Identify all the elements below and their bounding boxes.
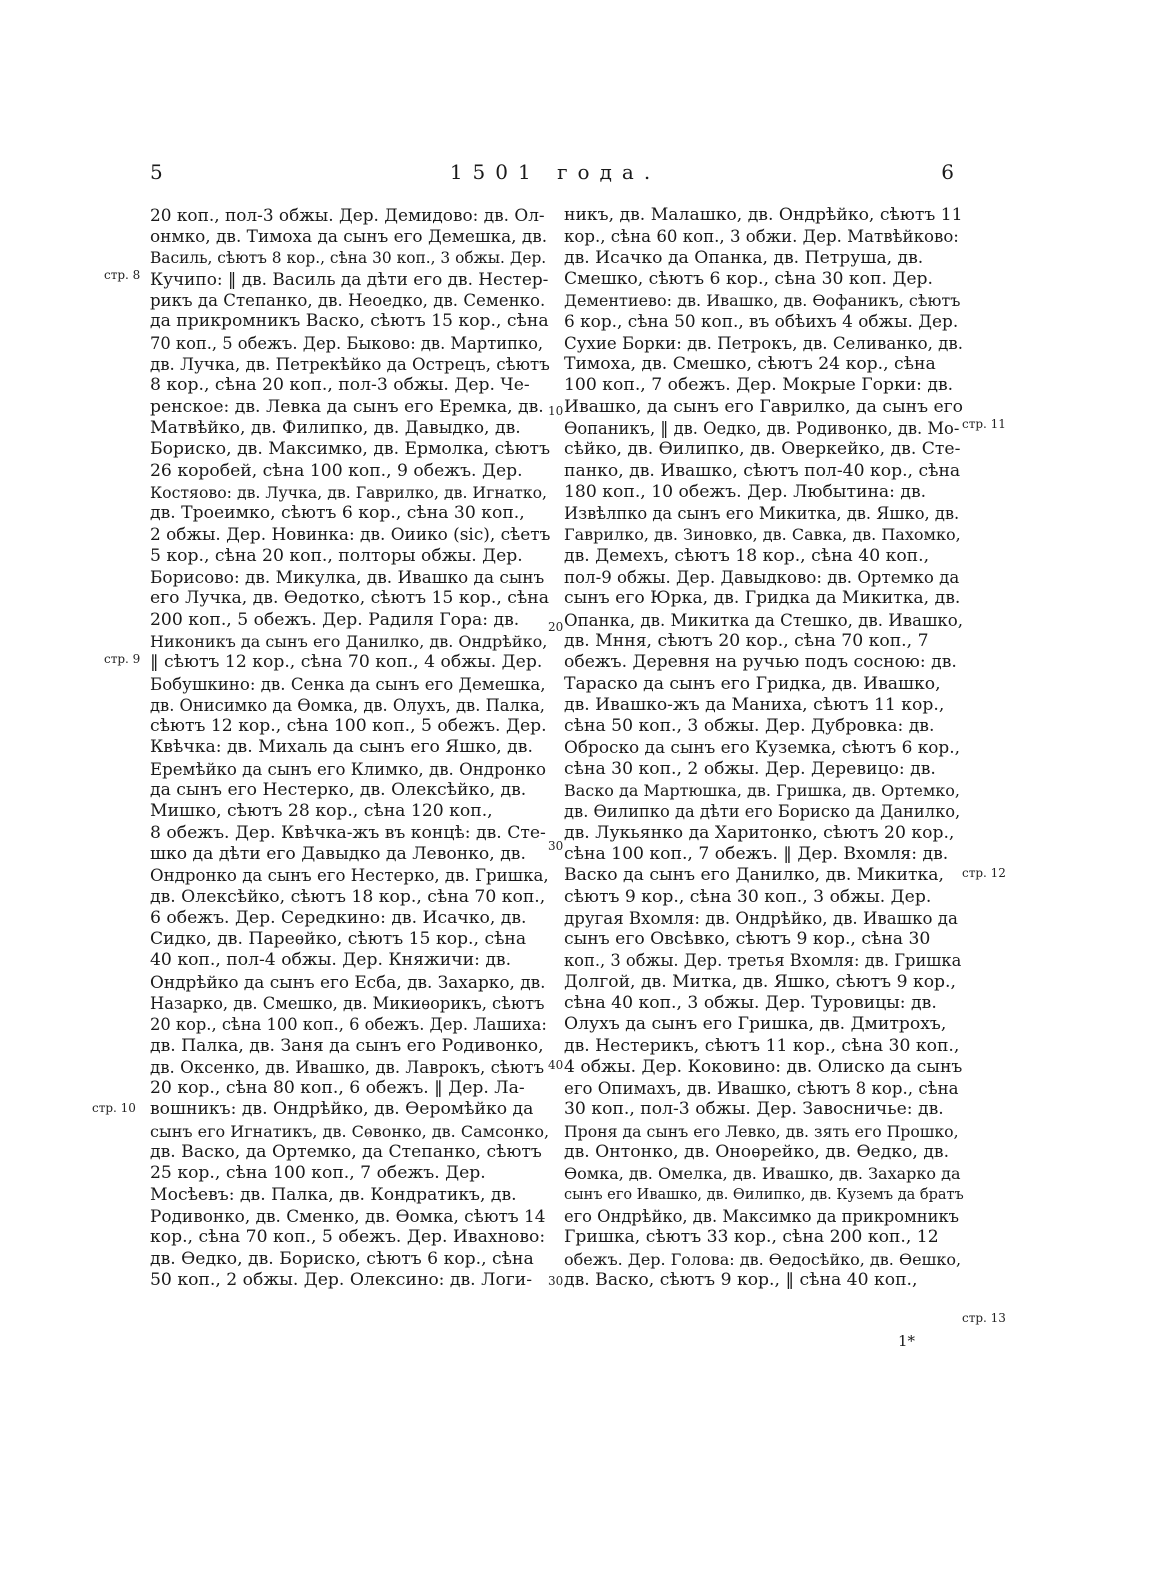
text-line: 2 обжы. Дер. Новинка: дв. Оиико (sic), сѣетъ — [150, 524, 550, 545]
text-line: Назарко, дв. Смешко, дв. Микиѳорикъ, сѣютъ — [150, 993, 545, 1013]
text-line: обежъ. Дер. Голова: дв. Өедосѣйко, дв. Өешко, — [564, 1249, 962, 1269]
text-line: Олухъ да сынъ его Гришка, дв. Дмитрохъ, — [564, 1014, 947, 1035]
text-line: дв. Ивашко-жъ да Маниха, сѣютъ 11 кор., — [564, 694, 945, 715]
text-line: Кучипо: ‖ дв. Василь да дѣти его дв. Нестер- — [150, 268, 549, 289]
text-line: 20 коп., пол-3 обжы. Дер. Демидово: дв. Ол- — [150, 205, 545, 225]
text-line: дв. Өилипко да дѣти его Бориско да Данилко, — [564, 802, 961, 822]
text-line: 20 кор., сѣна 80 коп., 6 обежъ. ‖ Дер. Ла- — [150, 1078, 525, 1099]
text-line: сѣна 40 коп., 3 обжы. Дер. Туровицы: дв. — [564, 992, 937, 1013]
text-line: Смешко, сѣютъ 6 кор., сѣна 30 коп. Дер. — [564, 268, 934, 289]
text-line: 8 обежъ. Дер. Квѣчка-жъ въ концѣ: дв. Сте- — [150, 822, 546, 843]
text-line: дв. Нестерикъ, сѣютъ 11 кор., сѣна 30 коп., — [564, 1035, 960, 1056]
text-line: Тараско да сынъ его Гридка, дв. Ивашко, — [564, 673, 941, 694]
margin-page-ref: стр. 12 — [962, 866, 1006, 880]
text-line: дв. Демехъ, сѣютъ 18 кор., сѣна 40 коп., — [564, 545, 930, 566]
text-line: Тимоха, дв. Смешко, сѣютъ 24 кор., сѣна — [564, 354, 936, 375]
signature-mark: 1* — [898, 1332, 916, 1350]
text-line: Борисово: дв. Микулка, дв. Ивашко да сынъ — [150, 567, 545, 588]
text-line: дв. Лучка, дв. Петрекѣйко да Острецъ, сѣютъ — [150, 355, 550, 375]
text-line: Мосѣевъ: дв. Палка, дв. Кондратикъ, дв. — [150, 1184, 517, 1205]
text-line: его Опимахъ, дв. Ивашко, сѣютъ 8 кор., сѣна — [564, 1079, 959, 1099]
text-line: сынъ его Игнатикъ, дв. Сѳвонко, дв. Самсонко, — [150, 1121, 550, 1141]
text-line: 26 коробей, сѣна 100 коп., 9 обежъ. Дер. — [150, 460, 523, 481]
text-line: ренское: дв. Левка да сынъ его Еремка, дв. — [150, 396, 544, 417]
text-line: пол-9 обжы. Дер. Давыдково: дв. Ортемко да — [564, 568, 960, 588]
text-line: Сидко, дв. Пареѳйко, сѣютъ 15 кор., сѣна — [150, 929, 527, 950]
text-line: дв. Мння, сѣютъ 20 кор., сѣна 70 коп., 7 — [564, 630, 929, 651]
text-line: 6 кор., сѣна 50 коп., въ обѣихъ 4 обжы. Дер. — [564, 311, 959, 332]
text-line: Мишко, сѣютъ 28 кор., сѣна 120 коп., — [150, 801, 493, 822]
text-line: ‖ сѣютъ 12 кор., сѣна 70 коп., 4 обжы. Дер. — [150, 652, 543, 673]
page-number-left: 5 — [150, 160, 169, 184]
right-column — [564, 205, 964, 1291]
text-line: 5 кор., сѣна 20 коп., полторы обжы. Дер. — [150, 545, 523, 566]
line-number: 30 — [548, 1274, 564, 1288]
text-line: Василь, сѣютъ 8 кор., сѣна 30 коп., 3 обжы. Дер. — [150, 248, 547, 267]
margin-page-ref: стр. 9 — [104, 652, 141, 666]
text-line: 6 обежъ. Дер. Середкино: дв. Исачко, дв. — [150, 907, 527, 928]
text-line: да прикромникъ Васко, сѣютъ 15 кор., сѣна — [150, 311, 549, 332]
text-line: Никоникъ да сынъ его Данилко, дв. Ондрѣйко, — [150, 631, 548, 651]
text-line: рикъ да Степанко, дв. Неоедко, дв. Семенко. — [150, 291, 546, 311]
text-line: Бобушкино: дв. Сенка да сынъ его Демешка, — [150, 674, 546, 694]
line-number: 10 — [548, 404, 564, 418]
text-line: Опанка, дв. Микитка да Стешко, дв. Ивашко, — [564, 610, 964, 630]
text-line: Матвѣйко, дв. Филипко, дв. Давыдко, дв. — [150, 417, 521, 438]
text-line: Долгой, дв. Митка, дв. Яшко, сѣютъ 9 кор., — [564, 971, 956, 992]
text-line: 30 коп., пол-3 обжы. Дер. Завосничье: дв. — [564, 1099, 944, 1120]
text-line: Проня да сынъ его Левко, дв. зять его Прошко, — [564, 1121, 959, 1141]
margin-page-ref: стр. 8 — [104, 268, 141, 282]
page-number-right: 6 — [941, 160, 960, 184]
text-line: Еремѣйко да сынъ его Климко, дв. Ондронко — [150, 759, 547, 779]
text-line: обежъ. Деревня на ручью подъ сосною: дв. — [564, 652, 957, 673]
text-line: сѣйко, дв. Өилипко, дв. Оверкейко, дв. Сте- — [564, 439, 961, 460]
text-line: коп., 3 обжы. Дер. третья Вхомля: дв. Гришка — [564, 951, 962, 971]
text-line: Өомка, дв. Омелка, дв. Ивашко, дв. Захарко да — [564, 1164, 961, 1184]
text-line: дв. Васко, да Ортемко, да Степанко, сѣютъ — [150, 1142, 542, 1163]
text-line: дв. Троеимко, сѣютъ 6 кор., сѣна 30 коп., — [150, 503, 525, 524]
text-line: сынъ его Овсѣвко, сѣютъ 9 кор., сѣна 30 — [564, 929, 931, 950]
text-line: сѣна 100 коп., 7 обежъ. ‖ Дер. Вхомля: дв. — [564, 843, 949, 864]
text-line: Өопаникъ, ‖ дв. Оедко, дв. Родивонко, дв. Мо- — [564, 418, 960, 438]
text-line: шко да дѣти его Давыдко да Левонко, дв. — [150, 843, 526, 864]
margin-page-ref: стр. 11 — [962, 417, 1006, 431]
text-line: 8 кор., сѣна 20 коп., пол-3 обжы. Дер. Че- — [150, 375, 530, 396]
text-line: Бориско, дв. Максимко, дв. Ермолка, сѣютъ — [150, 439, 550, 460]
text-line: дв. Олексѣйко, сѣютъ 18 кор., сѣна 70 коп., — [150, 886, 546, 907]
text-line: дв. Палка, дв. Заня да сынъ его Родивонко, — [150, 1035, 544, 1056]
text-line: сѣютъ 12 кор., сѣна 100 коп., 5 обежъ. Дер. — [150, 716, 547, 737]
left-column — [150, 205, 550, 1291]
text-line: Дементиево: дв. Ивашко, дв. Өофаникъ, сѣютъ — [564, 291, 961, 311]
text-line: дв. Онтонко, дв. Оноѳрейко, дв. Өедко, дв. — [564, 1142, 950, 1163]
text-line: дв. Лукьянко да Харитонко, сѣютъ 20 кор., — [564, 822, 955, 843]
text-line: Оброско да сынъ его Куземка, сѣютъ 6 кор., — [564, 737, 960, 758]
text-line: Родивонко, дв. Сменко, дв. Өомка, сѣютъ 14 — [150, 1205, 546, 1226]
margin-page-ref: стр. 13 — [962, 1311, 1006, 1325]
text-line: вошникъ: дв. Ондрѣйко, дв. Өеромѣйко да — [150, 1099, 534, 1120]
text-line: Квѣчка: дв. Михаль да сынъ его Яшко, дв. — [150, 737, 533, 758]
text-line: Васко да Мартюшка, дв. Гришка, дв. Ортемко, — [564, 781, 960, 801]
page-header — [150, 160, 960, 184]
text-line: панко, дв. Ивашко, сѣютъ пол-40 кор., сѣна — [564, 460, 961, 481]
text-line: никъ, дв. Малашко, дв. Ондрѣйко, сѣютъ 11 — [564, 205, 963, 225]
text-line: Извѣлпко да сынъ его Микитка, дв. Яшко, дв. — [564, 504, 960, 524]
text-line: дв. Өедко, дв. Бориско, сѣютъ 6 кор., сѣна — [150, 1248, 534, 1269]
running-title: 1501 года. — [449, 160, 661, 184]
text-line: Гаврилко, дв. Зиновко, дв. Савка, дв. Пахомко, — [564, 525, 961, 545]
line-number: 20 — [548, 620, 564, 634]
line-number: 40 — [548, 1058, 564, 1072]
text-line: Ондрѣйко да сынъ его Есба, дв. Захарко, дв. — [150, 971, 546, 992]
text-line: 70 коп., 5 обежъ. Дер. Быково: дв. Мартипко, — [150, 333, 544, 353]
text-line: дв. Онисимко да Өомка, дв. Олухъ, дв. Палка, — [150, 695, 545, 715]
text-line: кор., сѣна 60 коп., 3 обжи. Дер. Матвѣйково: — [564, 227, 959, 247]
text-line: 4 обжы. Дер. Коковино: дв. Олиско да сынъ — [564, 1056, 963, 1077]
text-line: сѣна 50 коп., 3 обжы. Дер. Дубровка: дв. — [564, 716, 935, 737]
margin-page-ref: стр. 10 — [92, 1101, 136, 1115]
text-line: сѣна 30 коп., 2 обжы. Дер. Деревицо: дв. — [564, 758, 936, 779]
text-line: 100 коп., 7 обежъ. Дер. Мокрые Горки: дв. — [564, 375, 954, 396]
text-line: дв. Исачко да Опанка, дв. Петруша, дв. — [564, 247, 924, 268]
text-line: Васко да сынъ его Данилко, дв. Микитка, — [564, 865, 944, 886]
text-line: 40 коп., пол-4 обжы. Дер. Княжичи: дв. — [150, 950, 512, 971]
text-line: онмко, дв. Тимоха да сынъ его Демешка, дв. — [150, 226, 548, 247]
text-line: другая Вхомля: дв. Ондрѣйко, дв. Ивашко да — [564, 908, 958, 928]
text-line: 20 кор., сѣна 100 коп., 6 обежъ. Дер. Лашиха: — [150, 1015, 547, 1035]
text-line: его Лучка, дв. Өедотко, сѣютъ 15 кор., сѣна — [150, 588, 549, 609]
text-line: сынъ его Ивашко, дв. Өилипко, дв. Куземъ да братъ — [564, 1186, 964, 1203]
text-line: 200 коп., 5 обежъ. Дер. Радиля Гора: дв. — [150, 609, 520, 630]
line-number: 30 — [548, 839, 564, 853]
text-line: кор., сѣна 70 коп., 5 обежъ. Дер. Ивахново: — [150, 1227, 546, 1248]
text-line: да сынъ его Нестерко, дв. Олексѣйко, дв. — [150, 780, 527, 801]
text-line: сынъ его Юрка, дв. Гридка да Микитка, дв. — [564, 588, 961, 609]
text-line: его Ондрѣйко, дв. Максимко да прикромникъ — [564, 1206, 960, 1226]
text-line: Гришка, сѣютъ 33 кор., сѣна 200 коп., 12 — [564, 1227, 939, 1248]
text-line: Ондронко да сынъ его Нестерко, дв. Гришка, — [150, 866, 549, 886]
text-line: Костяово: дв. Лучка, дв. Гаврилко, дв. Игнатко, — [150, 482, 548, 502]
text-line: дв. Оксенко, дв. Ивашко, дв. Лаврокъ, сѣютъ — [150, 1057, 545, 1077]
text-line: дв. Васко, сѣютъ 9 кор., ‖ сѣна 40 коп., — [564, 1269, 918, 1290]
text-line: Ивашко, да сынъ его Гаврилко, да сынъ его — [564, 396, 964, 417]
text-line: 50 коп., 2 обжы. Дер. Олексино: дв. Логи- — [150, 1269, 533, 1290]
text-line: 180 коп., 10 обежъ. Дер. Любытина: дв. — [564, 481, 927, 502]
text-line: сѣютъ 9 кор., сѣна 30 коп., 3 обжы. Дер. — [564, 886, 932, 907]
text-line: 25 кор., сѣна 100 коп., 7 обежъ. Дер. — [150, 1163, 486, 1184]
text-line: Сухие Борки: дв. Петрокъ, дв. Селиванко, дв. — [564, 333, 964, 353]
